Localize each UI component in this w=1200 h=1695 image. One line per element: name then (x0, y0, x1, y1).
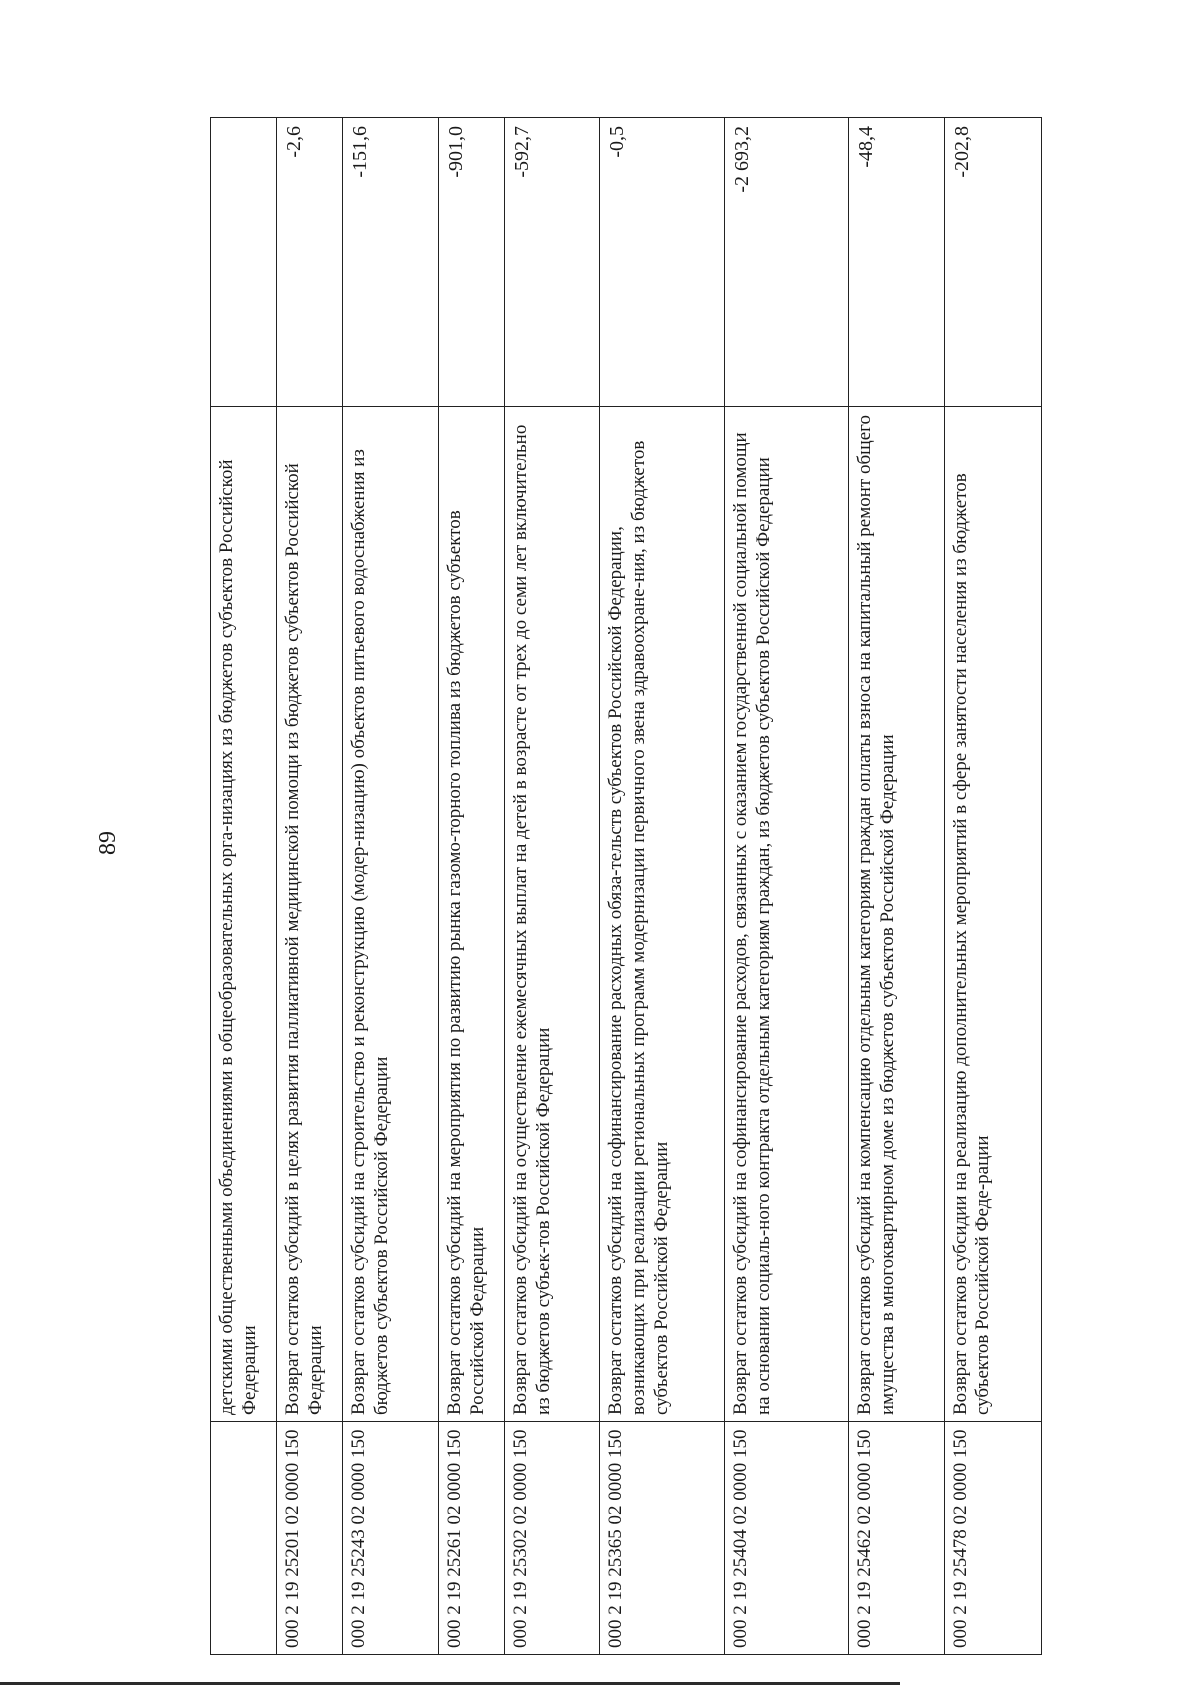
budget-code-cell: 000 2 19 25462 02 0000 150 (849, 1422, 944, 1655)
table-row (211, 118, 277, 1655)
description-cell: Возврат остатков субсидий на мероприятия по развитию рынка газомо-торного топлива из бюджетов субъектов Российской Федерации (438, 407, 504, 1422)
budget-table (210, 117, 1042, 1655)
amount-cell: -2 693,2 (724, 118, 848, 407)
page-number: 89 (95, 831, 121, 855)
table-row (724, 118, 848, 1655)
amount-cell: -151,6 (343, 118, 438, 407)
budget-code-cell: 000 2 19 25201 02 0000 150 (277, 1422, 343, 1655)
description-cell: Возврат остатков субсидий на строительство и реконструкцию (модер-низацию) объектов питьевого водоснабжения из бюджетов субъектов Российской Федерации (343, 407, 438, 1422)
table-row (505, 118, 600, 1655)
bottom-divider (0, 1682, 900, 1685)
description-cell: Возврат остатков субсидий на софинансирование расходов, связанных с оказанием государственной социальной помощи на основании социаль-ного контракта отдельным категориям граждан, из бюджетов субъектов Российской Федерации (724, 407, 848, 1422)
table-row (277, 118, 343, 1655)
budget-code-cell: 000 2 19 25302 02 0000 150 (505, 1422, 600, 1655)
description-cell: Возврат остатков субсидии на реализацию дополнительных мероприятий в сфере занятости населения из бюджетов субъектов Российской Феде-рации (944, 407, 1041, 1422)
amount-cell: -2,6 (277, 118, 343, 407)
table-row (438, 118, 504, 1655)
budget-code-cell: 000 2 19 25365 02 0000 150 (600, 1422, 724, 1655)
description-cell: Возврат остатков субсидий на компенсацию отдельным категориям граждан оплаты взноса на капитальный ремонт общего имущества в многоквартирном доме из бюджетов субъектов Российской Федерации (849, 407, 944, 1422)
amount-cell: -901,0 (438, 118, 504, 407)
budget-code-cell: 000 2 19 25243 02 0000 150 (343, 1422, 438, 1655)
description-cell: Возврат остатков субсидий на осуществление ежемесячных выплат на детей в возрасте от трех до семи лет включительно из бюджетов субъек-тов Российской Федерации (505, 407, 600, 1422)
table-row (600, 118, 724, 1655)
budget-code-cell: 000 2 19 25478 02 0000 150 (944, 1422, 1041, 1655)
budget-code-cell (211, 1422, 277, 1655)
table-row (849, 118, 944, 1655)
description-cell: Возврат остатков субсидий на софинансирование расходных обяза-тельств субъектов Российской Федерации, возникающих при реализации региональных программ модернизации первичного звена здравоохране-ния, из бюджетов субъектов Российской Федерации (600, 407, 724, 1422)
description-cell: детскими общественными объединениями в общеобразовательных орга-низациях из бюджетов субъектов Российской Федерации (211, 407, 277, 1422)
amount-cell: -48,4 (849, 118, 944, 407)
budget-code-cell: 000 2 19 25404 02 0000 150 (724, 1422, 848, 1655)
amount-cell: -592,7 (505, 118, 600, 407)
budget-table-container (210, 118, 1042, 1655)
budget-code-cell: 000 2 19 25261 02 0000 150 (438, 1422, 504, 1655)
amount-cell: -202,8 (944, 118, 1041, 407)
amount-cell: -0,5 (600, 118, 724, 407)
description-cell: Возврат остатков субсидий в целях развития паллиативной медицинской помощи из бюджетов субъектов Российской Федерации (277, 407, 343, 1422)
amount-cell (211, 118, 277, 407)
table-row (343, 118, 438, 1655)
table-row (944, 118, 1041, 1655)
